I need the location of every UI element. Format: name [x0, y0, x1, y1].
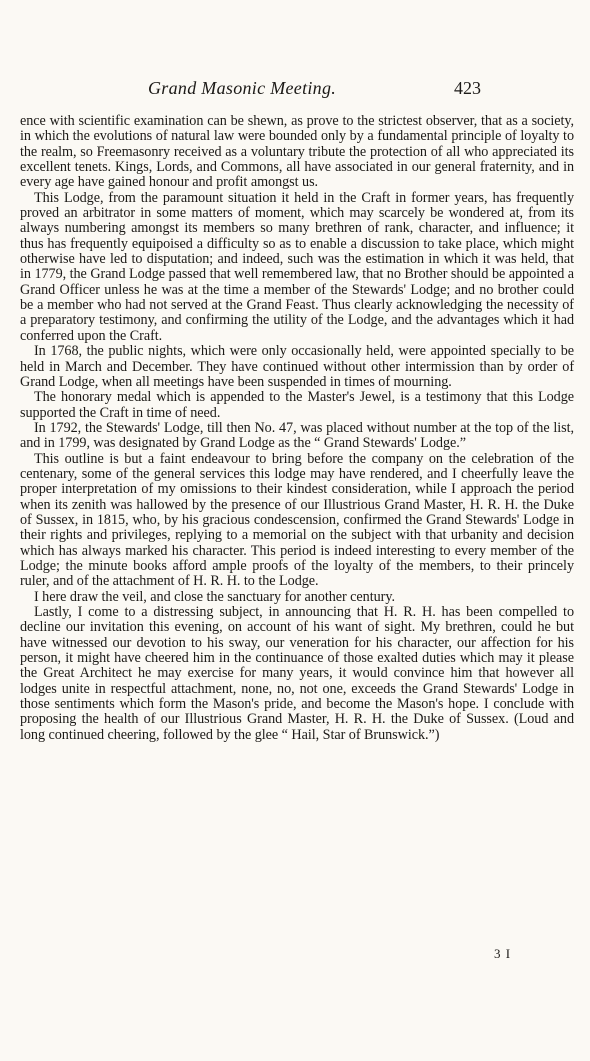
paragraph-honorary-medal: The honorary medal which is appended to the Master's Jewel, is a testimony that this Lodge supported the Craft in time of need.: [20, 389, 574, 421]
paragraph-stewards-lodge-1792: In 1792, the Stewards' Lodge, till then No. 47, was placed without number at the top of the list, and in 1799, was designated by Grand Lodge as the “ Grand Stewards' Lodge.”: [20, 419, 574, 452]
body-text: [20, 114, 574, 743]
signature-mark: 3 I: [494, 946, 512, 961]
running-title: Grand Masonic Meeting.: [148, 78, 337, 98]
running-head: [0, 78, 590, 102]
page-number: 423: [454, 78, 481, 98]
paragraph-continuation: ence with scientific examination can be shewn, as prove to the strictest observer, that as a society, in which the evolutions of natural law were bounded only by a fundamental principle of loyalty to the realm, so Freemasonry received as a voluntary tribute the protection of all who appreciated its excellent tenets. Kings, Lords, and Commons, all have associated in our general fraternity, and in every age have gained honour and profit amongst us.: [20, 113, 574, 191]
paragraph-distressing-subject: Lastly, I come to a distressing subject, in announcing that H. R. H. has been compelled to decline our invitation this evening, on account of his want of sight. My brethren, could he but have witnessed our devotion to his sway, our veneration for his character, our affection for his person, it might have cheered him in the continuance of those exalted duties which may it please the Great Architect he may exercise for many years, it would convince him that however all lodges unite in respectful attachment, none, no, not one, exceeds the Grand Stewards' Lodge in those sentiments which form the Mason's pride, and become the Mason's hope. I conclude with proposing the health of our Illustrious Grand Master, H. R. H. the Duke of Sussex. (Loud and long continued cheering, followed by the glee “ Hail, Star of Brunswick.”): [20, 604, 574, 743]
paragraph-centenary-outline: This outline is but a faint endeavour to bring before the company on the celebration of the centenary, some of the general services this lodge may have rendered, and I cheerfully leave the proper interpretation of my omissions to their kindest consideration, while I approach the period when its zenith was hallowed by the presence of our Illustrious Grand Master, H. R. H. the Duke of Sussex, in 1815, who, by his gracious condescension, confirmed the Grand Stewards' Lodge in their rights and privileges, replying to a memorial on the subject with that urbanity and decision which has always marked his character. This period is indeed interesting to every member of the Lodge; the minute books afford ample proofs of the loyalty of the members, to their princely ruler, and of the attachment of H. R. H. to the Lodge.: [20, 450, 574, 590]
paragraph-lodge-situation: This Lodge, from the paramount situation it held in the Craft in former years, has frequently proved an arbitrator in some matters of moment, which may scarcely be wondered at, from its always numbering amongst its members so many brethren of rank, character, and influence; it thus has frequently equipoised a difficulty so as to enable a discussion to take place, which might otherwise have led to disputation; and indeed, such was the estimation in which it was held, that in 1779, the Grand Lodge passed that well remembered law, that no Brother should be appointed a Grand Officer unless he was at the time a member of the Stewards' Lodge; and no brother could be a member who had not served at the Grand Feast. Thus clearly acknowledging the necessity of a preparatory testimony, and confirming the utility of the Lodge, and the advantages which it had conferred upon the Craft.: [20, 189, 574, 344]
paragraph-draw-the-veil: I here draw the veil, and close the sanctuary for another century.: [34, 588, 395, 605]
paragraph-public-nights: In 1768, the public nights, which were only occasionally held, were appointed specially to be held in March and December. They have continued without other intermission than by order of Grand Lodge, when all meetings have been suspended in times of mourning.: [20, 343, 574, 390]
